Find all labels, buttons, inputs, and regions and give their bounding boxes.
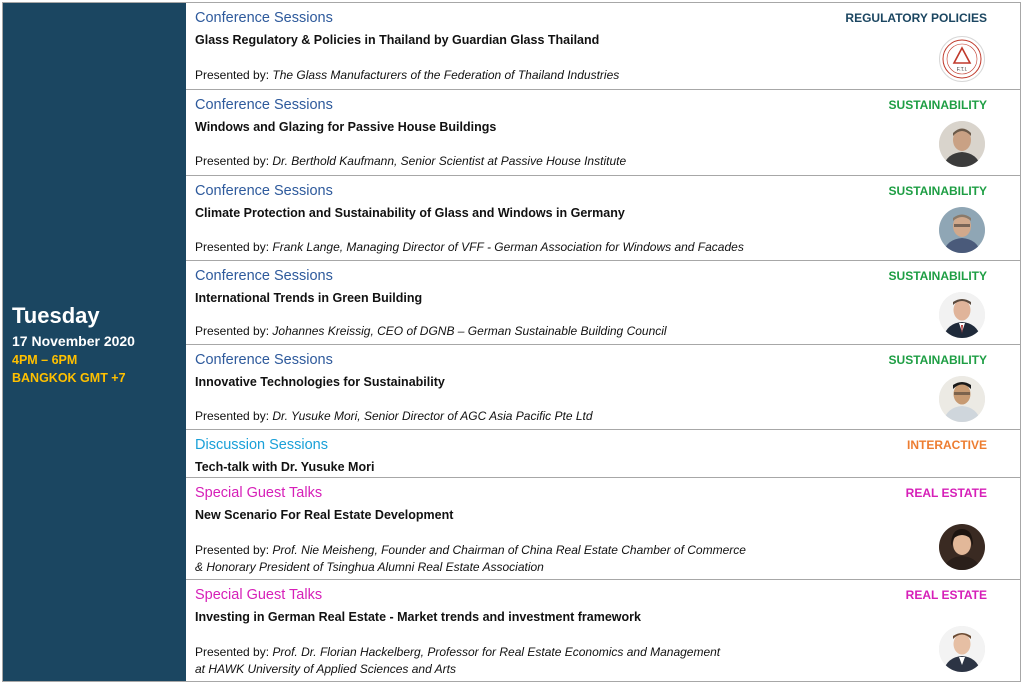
session-category: Special Guest Talks (195, 587, 323, 603)
session-tag: SUSTAINABILITY (888, 98, 987, 112)
speaker-photo (939, 524, 985, 570)
fti-logo-text: F.T.I. (956, 67, 968, 73)
session-tag: REAL ESTATE (905, 588, 987, 602)
session-presenter (195, 542, 835, 576)
session-row (186, 3, 1021, 89)
session-category: Conference Sessions (195, 268, 333, 284)
presenter-name-line2: & Honorary President of Tsinghua Alumni Real Estate Association (195, 560, 544, 574)
session-category: Special Guest Talks (195, 485, 323, 501)
presenter-name: Johannes Kreissig, CEO of DGNB – German Sustainable Building Council (272, 324, 667, 338)
presenter-label: Presented by: (195, 240, 273, 254)
session-tag: SUSTAINABILITY (888, 269, 987, 283)
session-category: Conference Sessions (195, 352, 333, 368)
presenter-name: Dr. Yusuke Mori, Senior Director of AGC Asia Pacific Pte Ltd (272, 409, 593, 423)
session-title: Investing in German Real Estate - Market trends and investment framework (195, 610, 641, 624)
day-name: Tuesday (12, 303, 100, 328)
session-title: Tech-talk with Dr. Yusuke Mori (195, 460, 375, 474)
presenter-name: Prof. Nie Meisheng, Founder and Chairman of China Real Estate Chamber of Commerce (272, 543, 746, 557)
session-title: New Scenario For Real Estate Development (195, 508, 454, 522)
session-category: Conference Sessions (195, 97, 333, 113)
session-presenter (195, 644, 835, 678)
day-timezone: BANGKOK GMT +7 (12, 371, 126, 385)
session-row (186, 429, 1021, 477)
day-date: 17 November 2020 (12, 333, 135, 349)
session-tag: SUSTAINABILITY (888, 353, 987, 367)
speaker-photo (939, 292, 985, 338)
session-category: Conference Sessions (195, 183, 333, 199)
session-presenter (195, 239, 835, 256)
session-category: Conference Sessions (195, 10, 333, 26)
session-presenter (195, 67, 835, 84)
session-title: International Trends in Green Building (195, 291, 423, 305)
presenter-name: Prof. Dr. Florian Hackelberg, Professor for Real Estate Economics and Management (272, 645, 721, 659)
presenter-name: Frank Lange, Managing Director of VFF - German Association for Windows and Facades (272, 240, 744, 254)
session-row (186, 175, 1021, 260)
session-row (186, 89, 1021, 175)
session-row (186, 260, 1021, 344)
presenter-name: Dr. Berthold Kaufmann, Senior Scientist at Passive House Institute (272, 154, 627, 168)
session-presenter (195, 323, 835, 340)
speaker-photo (939, 376, 985, 422)
presenter-label: Presented by: (195, 645, 273, 659)
session-tag: REAL ESTATE (905, 486, 987, 500)
fti-logo-icon (939, 36, 985, 82)
session-title: Windows and Glazing for Passive House Buildings (195, 120, 497, 134)
session-category: Discussion Sessions (195, 437, 328, 453)
day-panel (3, 3, 186, 681)
presenter-label: Presented by: (195, 409, 273, 423)
session-presenter (195, 153, 835, 170)
session-tag: INTERACTIVE (906, 438, 987, 452)
session-title: Innovative Technologies for Sustainability (195, 375, 445, 389)
session-row (186, 579, 1021, 681)
day-info (12, 302, 182, 387)
presenter-name: The Glass Manufacturers of the Federation of Thailand Industries (272, 68, 620, 82)
speaker-photo (939, 626, 985, 672)
presenter-label: Presented by: (195, 324, 273, 338)
presenter-label: Presented by: (195, 154, 273, 168)
day-time: 4PM – 6PM (12, 353, 78, 367)
session-tag: SUSTAINABILITY (888, 184, 987, 198)
session-presenter (195, 408, 835, 425)
session-tag: REGULATORY POLICIES (845, 11, 987, 25)
session-row (186, 477, 1021, 579)
presenter-name-line2: at HAWK University of Applied Sciences and Arts (195, 662, 456, 676)
presenter-label: Presented by: (195, 543, 273, 557)
session-list (186, 3, 1021, 681)
presenter-label: Presented by: (195, 68, 273, 82)
schedule-table (2, 2, 1021, 682)
speaker-photo (939, 207, 985, 253)
speaker-photo (939, 121, 985, 167)
session-title: Climate Protection and Sustainability of Glass and Windows in Germany (195, 206, 625, 220)
session-title: Glass Regulatory & Policies in Thailand by Guardian Glass Thailand (195, 33, 600, 47)
session-row (186, 344, 1021, 429)
